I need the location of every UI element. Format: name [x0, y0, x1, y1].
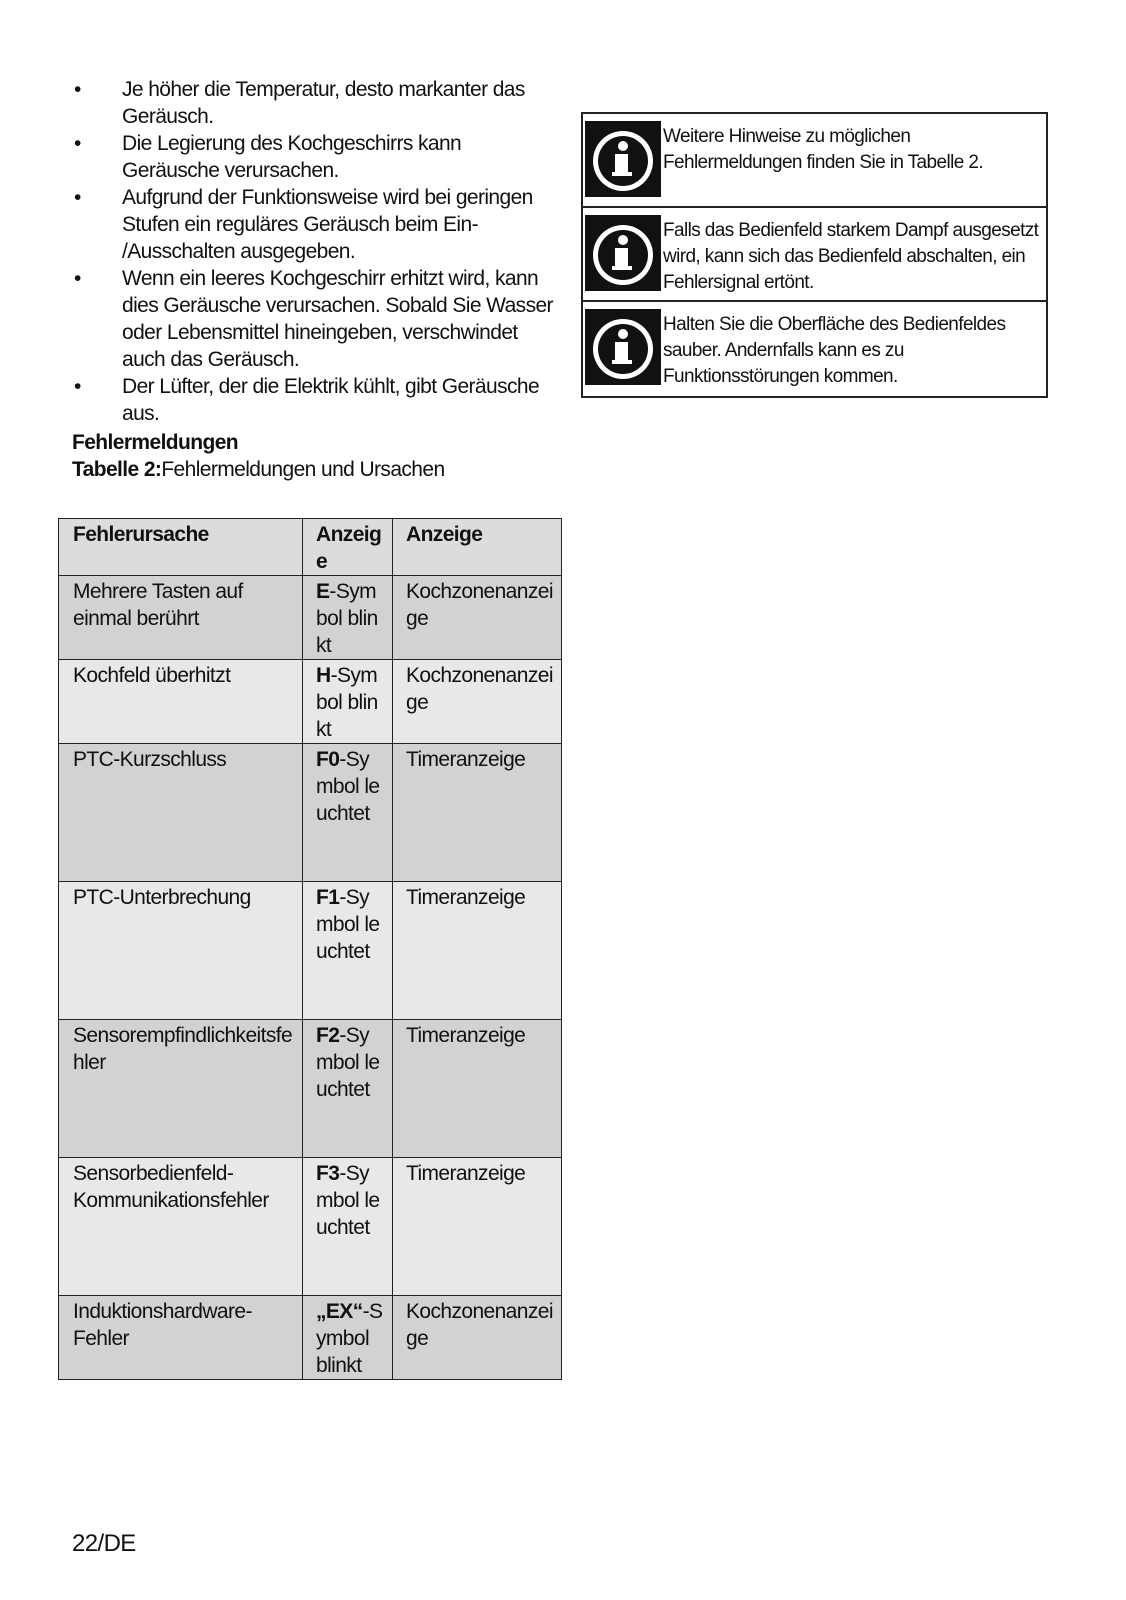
table-caption: [72, 456, 558, 484]
table-caption-text: Fehlermeldungen und Ursachen: [161, 458, 445, 481]
bullet-item: • Die Legierung des Kochgeschirrs kann Geräusche verursachen.: [72, 130, 558, 184]
cell-code: [303, 1296, 393, 1380]
left-column: [72, 76, 558, 484]
cell-code: [303, 1158, 393, 1296]
cell-display: Timeranzeige: [393, 882, 562, 1020]
cell-cause: Sensorempfindlichkeitsfehler: [59, 1020, 303, 1158]
cell-display: Timeranzeige: [393, 744, 562, 882]
error-table: [58, 518, 562, 1380]
code-suffix: -Symbol leuchtet: [316, 1024, 380, 1101]
code-suffix: -Symbol blinkt: [316, 664, 378, 741]
table-row: [59, 1020, 562, 1158]
info-icon: [585, 121, 661, 197]
cell-code: [303, 882, 393, 1020]
page-number: 22/DE: [72, 1530, 136, 1557]
error-code: H: [316, 664, 331, 687]
note-text: Weitere Hinweise zu möglichen Fehlermeldungen finden Sie in Tabelle 2.: [663, 126, 983, 173]
cell-code: [303, 660, 393, 744]
cell-cause: PTC-Kurzschluss: [59, 744, 303, 882]
header-code: Anzeige: [303, 519, 393, 576]
cell-display: Kochzonenanzeige: [393, 1296, 562, 1380]
bullet-item: • Aufgrund der Funktionsweise wird bei geringen Stufen ein reguläres Geräusch beim Ein- /Ausschalten ausgegeben.: [72, 184, 558, 265]
code-suffix: -Symbol blinkt: [316, 580, 378, 657]
cell-code: [303, 744, 393, 882]
table-row: [59, 1158, 562, 1296]
table-header-row: [59, 519, 562, 576]
error-code: F0: [316, 748, 340, 771]
cell-cause: PTC-Unterbrechung: [59, 882, 303, 1020]
cell-display: Timeranzeige: [393, 1020, 562, 1158]
cell-cause: Mehrere Tasten auf einmal berührt: [59, 576, 303, 660]
error-code: „EX“: [316, 1300, 363, 1323]
note-text: Halten Sie die Oberfläche des Bedienfeldes sauber. Andernfalls kann es zu Funktionsstörungen kommen.: [663, 314, 1006, 387]
table-row: [59, 882, 562, 1020]
table-row: [59, 576, 562, 660]
bullet-item: • Je höher die Temperatur, desto markanter das Geräusch.: [72, 76, 558, 130]
info-notes-box: [581, 112, 1048, 398]
code-suffix: -Symbol leuchtet: [316, 1162, 380, 1239]
note-text: Falls das Bedienfeld starkem Dampf ausgesetzt wird, kann sich das Bedienfeld abschalten, ein Fehlersignal ertönt.: [663, 220, 1039, 293]
cell-display: Kochzonenanzeige: [393, 576, 562, 660]
error-code: F2: [316, 1024, 340, 1047]
noise-bullet-list: [72, 76, 558, 427]
cell-code: [303, 1020, 393, 1158]
code-suffix: -Symbol leuchtet: [316, 748, 380, 825]
header-display: Anzeige: [393, 519, 562, 576]
cell-code: [303, 576, 393, 660]
error-code: E: [316, 580, 330, 603]
code-suffix: -Symbol blinkt: [316, 1300, 383, 1377]
info-icon: [585, 215, 661, 291]
cell-display: Timeranzeige: [393, 1158, 562, 1296]
header-cause: Fehlerursache: [59, 519, 303, 576]
cell-cause: Induktionshardware-Fehler: [59, 1296, 303, 1380]
table-row: [59, 744, 562, 882]
error-code: F3: [316, 1162, 340, 1185]
info-icon: [585, 309, 661, 385]
table-caption-label: Tabelle 2:: [72, 458, 162, 481]
cell-display: Kochzonenanzeige: [393, 660, 562, 744]
section-title: Fehlermeldungen: [72, 431, 239, 454]
bullet-item: • Der Lüfter, der die Elektrik kühlt, gibt Geräusche aus.: [72, 373, 558, 427]
cell-cause: Kochfeld überhitzt: [59, 660, 303, 744]
error-code: F1: [316, 886, 340, 909]
cell-cause: Sensorbedienfeld-Kommunikationsfehler: [59, 1158, 303, 1296]
table-row: [59, 1296, 562, 1380]
info-note: [583, 302, 1046, 396]
code-suffix: -Symbol leuchtet: [316, 886, 380, 963]
info-note: [583, 208, 1046, 302]
bullet-item: • Wenn ein leeres Kochgeschirr erhitzt wird, kann dies Geräusche verursachen. Sobald Sie Wasser oder Lebensmittel hineingeben, verschwindet auch das Geräusch.: [72, 265, 558, 373]
info-note: [583, 114, 1046, 208]
table-row: [59, 660, 562, 744]
